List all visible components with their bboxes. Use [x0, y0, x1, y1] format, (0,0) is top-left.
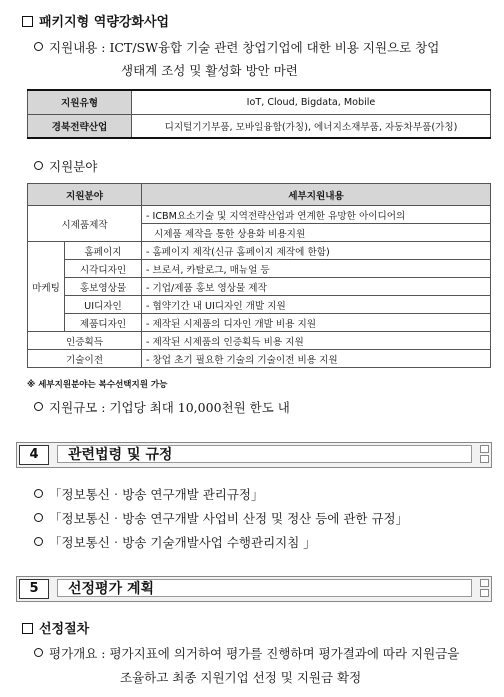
table-cell: - 창업 초기 필요한 기술의 기술이전 비용 지원 — [142, 350, 491, 368]
section-banner-4 — [16, 442, 492, 468]
support-type-table — [27, 89, 491, 139]
circle-bullet-icon — [34, 513, 43, 522]
table-cell: - 제작된 시제품의 인증획득 비용 지원 — [142, 332, 491, 350]
table-cell: 제품디자인 — [65, 314, 142, 332]
heading-text: 패키지형 역량강화사업 — [39, 15, 170, 30]
section-heading-package — [22, 11, 169, 30]
table-row — [28, 260, 491, 278]
section-title: 관련법령 및 규정 — [57, 445, 472, 463]
table-cell: 디지털기기부품, 모바일융합(가칭), 에너지소재부품, 자동차부품(가칭) — [132, 114, 491, 138]
circle-bullet-icon — [34, 161, 43, 170]
table-cell: - 홈페이지 제작(신규 홈페이지 제작에 한함) — [142, 242, 491, 260]
circle-bullet-icon — [34, 648, 43, 657]
table-row — [28, 242, 491, 260]
content-line-1: ICT/SW융합 기술 관련 창업기업에 대한 비용 지원으로 창업 — [109, 40, 440, 55]
column-header-detail: 세부지원내용 — [142, 184, 491, 206]
support-content-item — [34, 38, 439, 56]
table-cell: 시제품 제작을 통한 상용화 비용지원 — [142, 224, 491, 242]
table-cell: 홍보영상물 — [65, 278, 142, 296]
table-row — [28, 278, 491, 296]
support-field-item — [34, 157, 97, 175]
table-cell: - 협약기간 내 UI디자인 개발 지원 — [142, 296, 491, 314]
square-bullet-icon — [22, 623, 33, 634]
table-header-row — [28, 184, 491, 206]
table-row — [28, 350, 491, 368]
column-header-field: 지원분야 — [28, 184, 142, 206]
regulation-item — [34, 509, 408, 527]
table-row — [28, 314, 491, 332]
regulation-text: 「정보통신‧방송 연구개발 사업비 산정 및 정산 등에 관한 규정」 — [49, 511, 409, 526]
field-label: 지원분야 — [49, 159, 98, 174]
table-cell: 인증획득 — [28, 332, 142, 350]
table-cell: - 기업/제품 홍보 영상물 제작 — [142, 278, 491, 296]
banner-side-decoration — [480, 445, 489, 465]
table-cell: 기술이전 — [28, 350, 142, 368]
section-number: 5 — [19, 579, 49, 599]
circle-bullet-icon — [34, 489, 43, 498]
table-row — [28, 114, 491, 138]
table-cell: IoT, Cloud, Bigdata, Mobile — [132, 90, 491, 114]
table-cell: 시각디자인 — [65, 260, 142, 278]
circle-bullet-icon — [34, 42, 43, 51]
support-field-table — [27, 183, 491, 368]
regulation-item — [34, 533, 316, 551]
sub-heading-text: 선정절차 — [39, 622, 90, 637]
banner-side-decoration — [480, 579, 489, 599]
overview-label: 평가개요 : — [49, 646, 106, 661]
circle-bullet-icon — [34, 537, 43, 546]
table-header-cell: 지원유형 — [28, 90, 132, 114]
table-row — [28, 206, 491, 224]
table-row — [28, 332, 491, 350]
regulation-text: 「정보통신‧방송 기술개발사업 수행관리지침 」 — [49, 535, 316, 550]
section-banner-5 — [16, 576, 492, 602]
overview-line-1: 평가지표에 의거하여 평가를 진행하며 평가결과에 따라 지원금을 — [109, 646, 460, 661]
table-cell-prototype: 시제품제작 — [28, 206, 142, 242]
content-label: 지원내용 : — [49, 40, 106, 55]
table-cell: 홈페이지 — [65, 242, 142, 260]
sub-heading-selection — [22, 618, 89, 637]
section-number: 4 — [19, 445, 49, 465]
circle-bullet-icon — [34, 402, 43, 411]
section-title: 선정평가 계획 — [57, 579, 472, 597]
table-header-cell: 경북전략산업 — [28, 114, 132, 138]
overview-line-2: 조율하고 최종 지원기업 선정 및 지원금 확정 — [120, 670, 362, 685]
table-cell: - 제작된 시제품의 디자인 개발 비용 지원 — [142, 314, 491, 332]
evaluation-overview-item — [34, 644, 459, 662]
table-cell: - ICBM요소기술 및 지역전략산업과 연계한 유망한 아이디어의 — [142, 206, 491, 224]
table-cell: - 브로셔, 카탈로그, 매뉴얼 등 — [142, 260, 491, 278]
table-cell-marketing: 마케팅 — [28, 242, 65, 332]
table-row — [28, 90, 491, 114]
support-scale-item — [34, 398, 290, 416]
table-row — [28, 296, 491, 314]
scale-text: 지원규모 : 기업당 최대 10,000천원 한도 내 — [49, 400, 290, 415]
regulation-item — [34, 485, 264, 503]
regulation-text: 「정보통신‧방송 연구개발 관리규정」 — [49, 487, 264, 502]
content-line-2: 생태계 조성 및 활성화 방안 마련 — [121, 63, 298, 78]
square-bullet-icon — [22, 16, 33, 27]
multi-select-note: ※ 세부지원분야는 복수선택지원 가능 — [27, 380, 168, 390]
table-cell: UI디자인 — [65, 296, 142, 314]
